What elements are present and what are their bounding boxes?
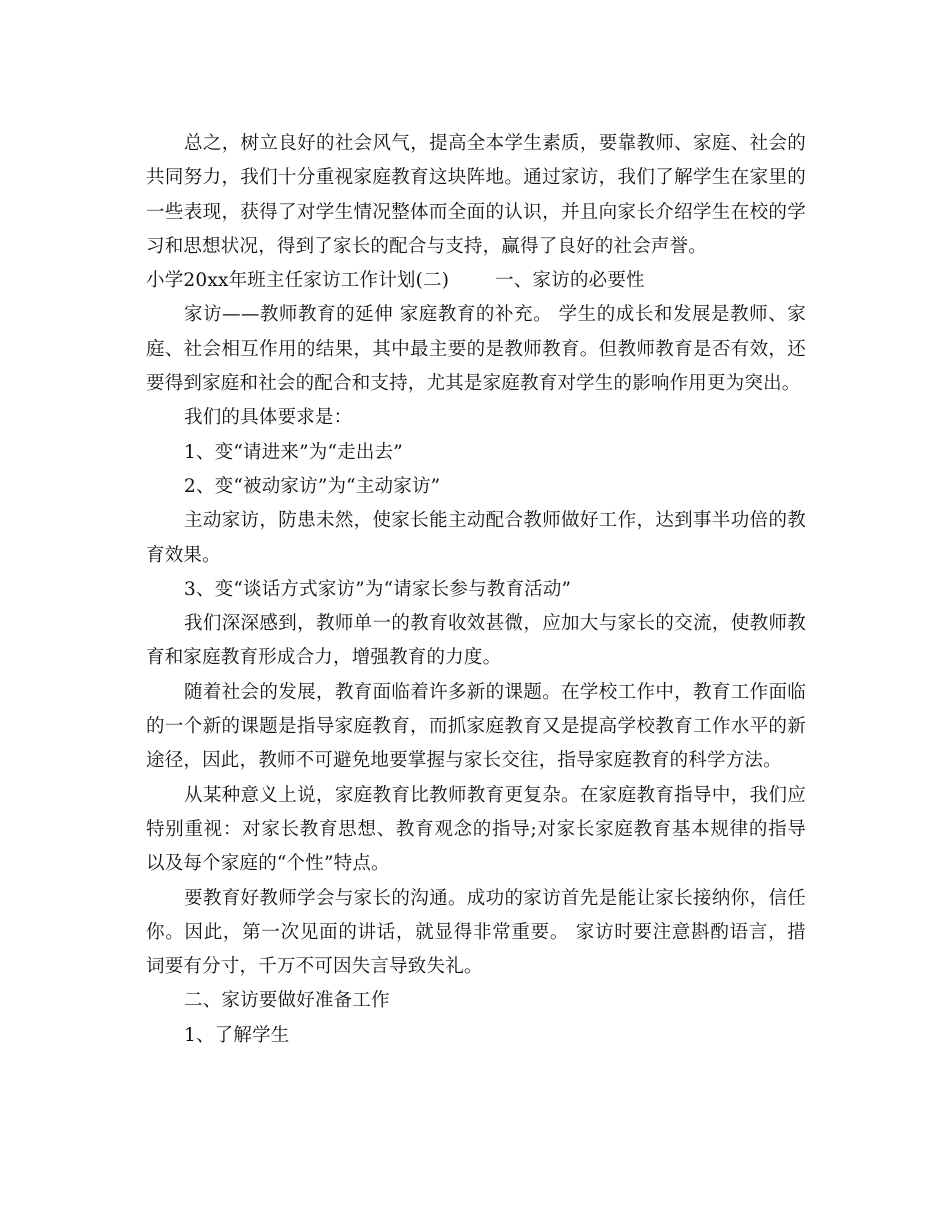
body-paragraph: 要教育好教师学会与家长的沟通。成功的家访首先是能让家长接纳你，信任你。因此，第一次见面的讲话，就显得非常重要。 家访时要注意斟酌语言，措词要有分寸，千万不可因失言导致失礼。 xyxy=(146,887,806,978)
body-paragraph: 家访——教师教育的延伸 家庭教育的补充。 学生的成长和发展是教师、家庭、社会相互作用的结果，其中最主要的是教师教育。但教师教育是否有效，还要得到家庭和社会的配合和支持，尤其是家庭教育对学生的影响作用更为突出。 xyxy=(146,304,806,395)
document-body xyxy=(146,127,806,1053)
list-item: 2、变“被动家访”为“主动家访” xyxy=(184,475,441,497)
section-heading-preparation: 二、家访要做好准备工作 xyxy=(184,990,390,1012)
document-title: 小学20xx年班主任家访工作计划(二) xyxy=(146,270,450,292)
body-paragraph: 主动家访，防患未然，使家长能主动配合教师做好工作，达到事半功倍的教育效果。 xyxy=(146,510,806,566)
list-item: 3、变“谈话方式家访”为“请家长参与教育活动” xyxy=(184,578,572,600)
body-paragraph: 我们的具体要求是： xyxy=(184,407,353,429)
body-paragraph: 从某种意义上说，家庭教育比教师教育更复杂。在家庭教育指导中，我们应特别重视：对家长教育思想、教育观念的指导;对家长家庭教育基本规律的指导以及每个家庭的“个性”特点。 xyxy=(146,784,806,875)
list-item: 1、了解学生 xyxy=(184,1024,290,1046)
body-paragraph: 我们深深感到，教师单一的教育收效甚微，应加大与家长的交流，使教师教育和家庭教育形成合力，增强教育的力度。 xyxy=(146,613,806,669)
list-item: 1、变“请进来”为“走出去” xyxy=(184,441,403,463)
body-paragraph: 随着社会的发展，教育面临着许多新的课题。在学校工作中，教育工作面临的一个新的课题是指导家庭教育，而抓家庭教育又是提高学校教育工作水平的新途径，因此，教师不可避免地要掌握与家长交往，指导家庭教育的科学方法。 xyxy=(146,681,806,772)
title-line xyxy=(146,264,806,298)
intro-paragraph: 总之，树立良好的社会风气，提高全本学生素质，要靠教师、家庭、社会的共同努力，我们十分重视家庭教育这块阵地。通过家访，我们了解学生在家里的一些表现，获得了对学生情况整体而全面的认识，并且向家长介绍学生在校的学习和思想状况，得到了家长的配合与支持，赢得了良好的社会声誉。 xyxy=(146,133,806,257)
section-heading-necessity: 一、家访的必要性 xyxy=(495,270,645,292)
